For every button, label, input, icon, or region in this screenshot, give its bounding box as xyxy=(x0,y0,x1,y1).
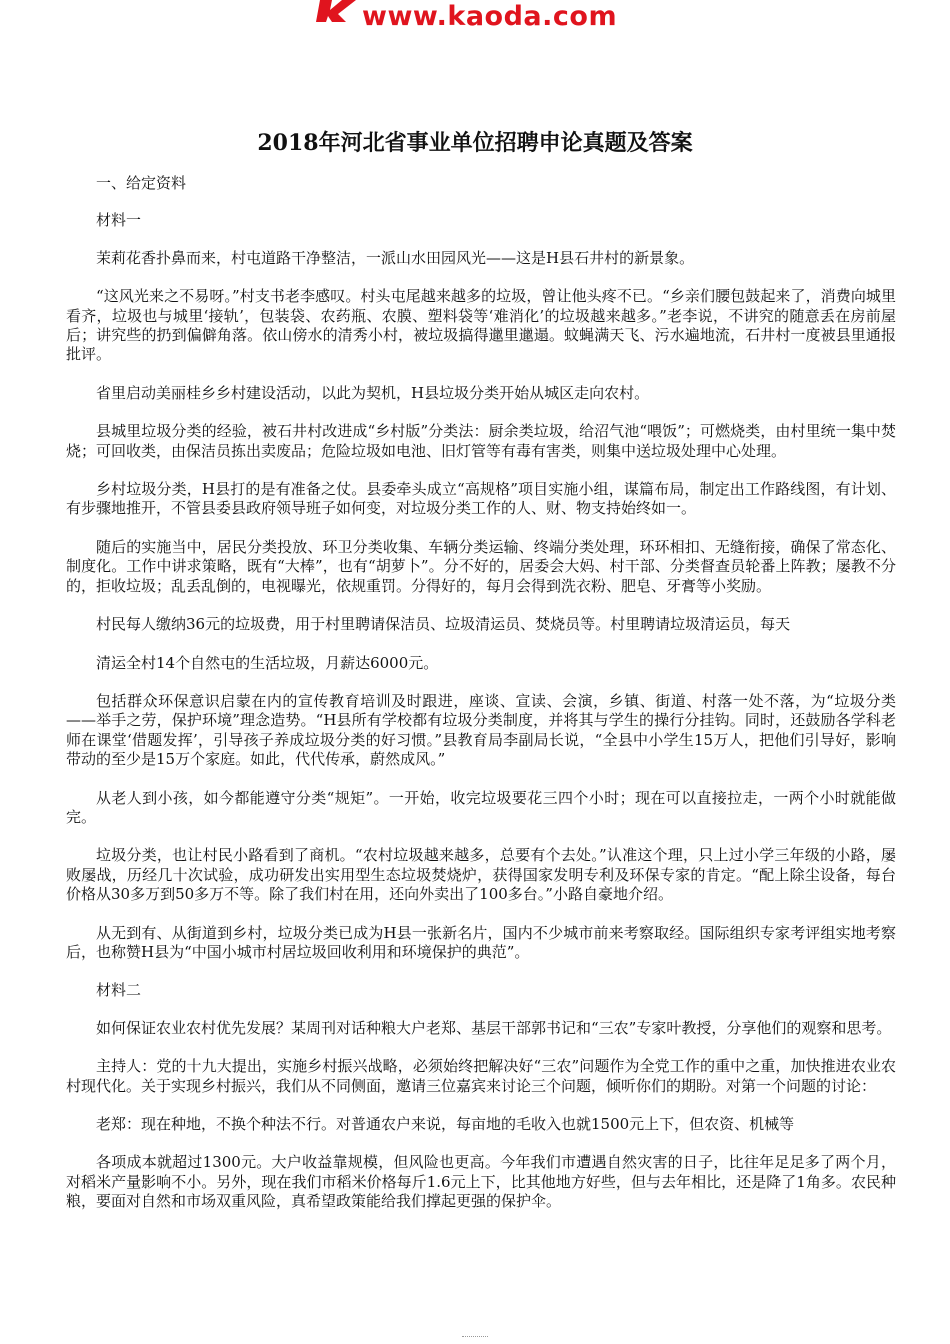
paragraph: 省里启动美丽桂乡乡村建设活动，以此为契机，H县垃圾分类开始从城区走向农村。 xyxy=(96,383,650,402)
paragraph: 从无到有、从街道到乡村，垃圾分类已成为H县一张新名片，国内不少城市前来考察取经。国际组织专家考评组实地考察后，也称赞H县为“中国小城市村居垃圾回收利用和环境保护的典范”。 xyxy=(66,923,896,961)
paragraph: 垃圾分类，也让村民小路看到了商机。“农村垃圾越来越多，总要有个去处。”认准这个理，只上过小学三年级的小路，屡败屡战，历经几十次试验，成功研发出实用型生态垃圾焚烧炉，获得国家发明专利及环保专家的肯定。“配上除尘设备，每台价格从30多万到50多万不等。除了我们村在用，还向外卖出了100多台。”小路自豪地介绍。 xyxy=(66,846,896,904)
paragraph: 各项成本就超过1300元。大户收益靠规模，但风险也更高。今年我们市遭遇自然灾害的日子，比往年足足多了两个月，对稻米产量影响不小。另外，现在我们市稻米价格每斤1.6元上下，比其他地方好些，但与去年相比，还是降了1角多。农民种粮，要面对自然和市场双重风险，真希望政策能给我们撑起更强的保护伞。 xyxy=(66,1153,896,1211)
page-header xyxy=(0,0,950,40)
paragraph: 清运全村14个自然屯的生活垃圾，月薪达6000元。 xyxy=(96,653,439,672)
paragraph: 从老人到小孩，如今都能遵守分类“规矩”。一开始，收完垃圾要花三四个小时；现在可以直接拉走，一两个小时就能做完。 xyxy=(66,788,896,826)
section-heading: 一、给定资料 xyxy=(96,174,187,192)
site-url[interactable]: www.kaoda.com xyxy=(362,1,618,32)
paragraph: 村民每人缴纳36元的垃圾费，用于村里聘请保洁员、垃圾清运员、焚烧员等。村里聘请垃圾清运员，每天 xyxy=(96,615,791,634)
material-heading: 材料二 xyxy=(96,981,142,1000)
document-body xyxy=(66,174,896,1231)
footer-divider xyxy=(462,1336,488,1340)
paragraph: 县城里垃圾分类的经验，被石井村改进成“乡村版”分类法：厨余类垃圾，给沼气池“喂饭”；可燃烧类，由村里统一集中焚烧；可回收类，由保洁员拣出卖废品；危险垃圾如电池、旧灯管等有毒有害类，则集中送垃圾处理中心处理。 xyxy=(66,422,896,460)
paragraph: “这风光来之不易呀。”村支书老李感叹。村头屯尾越来越多的垃圾，曾让他头疼不已。“乡亲们腰包鼓起来了，消费向城里看齐，垃圾也与城里‘接轨’，包装袋、农药瓶、农膜、塑料袋等‘难消化’的垃圾越来越多。”老李说，不讲究的随意丢在房前屋后；讲究些的扔到偏僻角落。依山傍水的清秀小村，被垃圾搞得邋里邋遢。蚊蝇满天飞、污水遍地流，石井村一度被县里通报批评。 xyxy=(66,287,896,364)
paragraph: 随后的实施当中，居民分类投放、环卫分类收集、车辆分类运输、终端分类处理，环环相扣、无缝衔接，确保了常态化、制度化。工作中讲求策略，既有“大棒”，也有“胡萝卜”。分不好的，居委会大妈、村干部、分类督查员轮番上阵教；屡教不分的，拒收垃圾；乱丢乱倒的，电视曝光，依规重罚。分得好的，每月会得到洗衣粉、肥皂、牙膏等小奖励。 xyxy=(66,537,896,595)
paragraph: 老郑：现在种地，不换个种法不行。对普通农户来说，每亩地的毛收入也就1500元上下，但农资、机械等 xyxy=(96,1115,795,1133)
paragraph: 包括群众环保意识启蒙在内的宣传教育培训及时跟进，座谈、宣读、会演，乡镇、街道、村落一处不落，为“垃圾分类——举手之劳，保护环境”理念造势。“H县所有学校都有垃圾分类制度，并将其与学生的操行分挂钩。同时，还鼓励各学科老师在课堂‘借题发挥’，引导孩子养成垃圾分类的好习惯。”县教育局李副局长说，“全县中小学生15万人，把他们引导好，影响带动的至少是15万个家庭。如此，代代传承，蔚然成风。” xyxy=(66,691,896,769)
paragraph: 如何保证农业农村优先发展？某周刊对话种粮大户老郑、基层干部郭书记和“三农”专家叶教授，分享他们的观察和思考。 xyxy=(96,1018,892,1037)
paragraph: 主持人：党的十九大提出，实施乡村振兴战略，必须始终把解决好“三农”问题作为全党工作的重中之重，加快推进农业农村现代化。关于实现乡村振兴，我们从不同侧面，邀请三位嘉宾来讨论三个问题，倾听你们的期盼。对第一个问题的讨论： xyxy=(66,1057,896,1095)
material-heading: 材料一 xyxy=(96,211,142,230)
document-title: 2018年河北省事业单位招聘申论真题及答案 xyxy=(257,130,693,156)
paragraph: 茉莉花香扑鼻而来，村屯道路干净整洁，一派山水田园风光——这是H县石井村的新景象。 xyxy=(96,248,695,267)
paragraph: 乡村垃圾分类，H县打的是有准备之仗。县委牵头成立“高规格”项目实施小组，谋篇布局，制定出工作路线图，有计划、有步骤地推开，不管县委县政府领导班子如何变，对垃圾分类工作的人、财、物支持始终如一。 xyxy=(66,480,896,518)
kaoda-logo-icon xyxy=(316,0,368,22)
